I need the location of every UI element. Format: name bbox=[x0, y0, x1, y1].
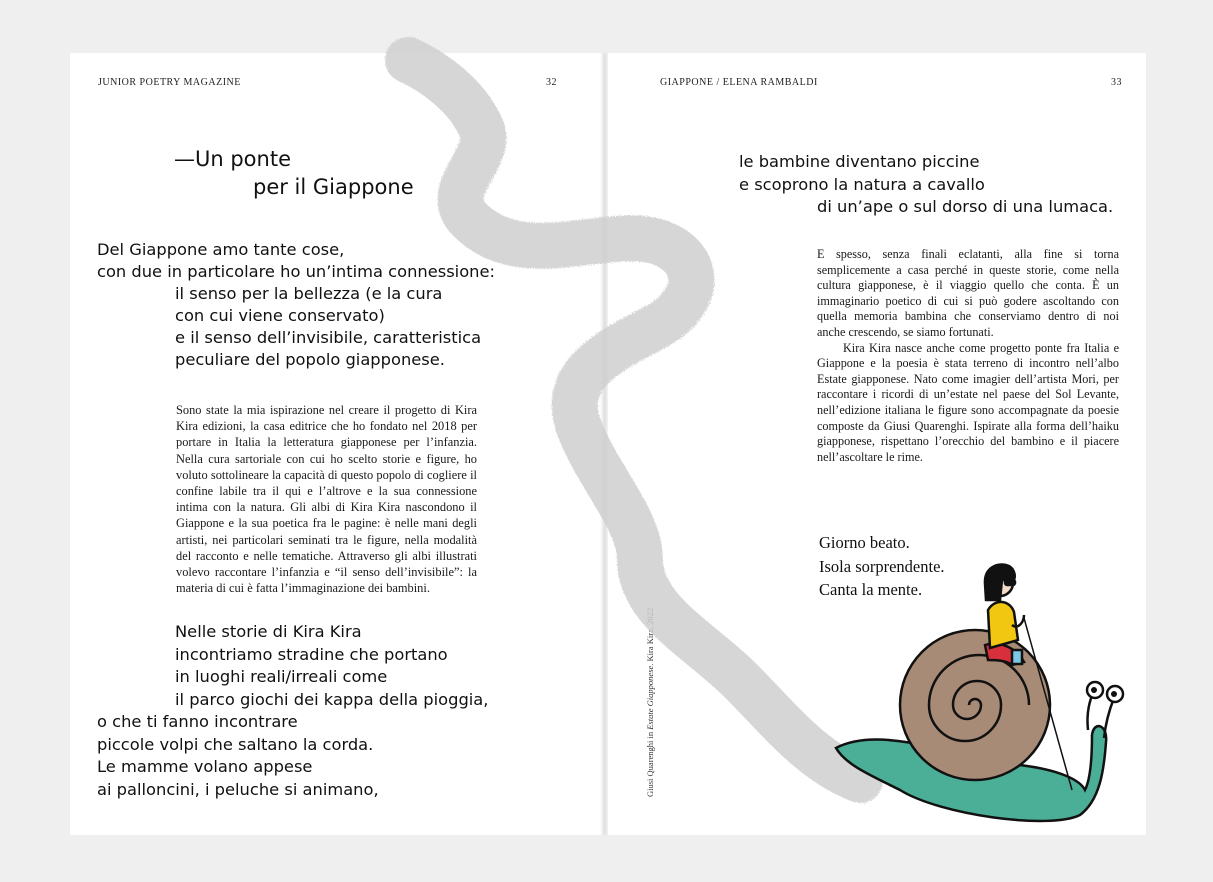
continuation-verse bbox=[739, 151, 1113, 219]
continuation-line: di un’ape o sul dorso di una lumaca. bbox=[817, 197, 1114, 216]
closing-line: Nelle storie di Kira Kira bbox=[175, 622, 362, 641]
intro-line: Del Giappone amo tante cose, bbox=[97, 240, 345, 259]
page-number-left: 32 bbox=[546, 77, 557, 88]
caption-title: Estate Giapponese bbox=[645, 665, 655, 730]
spine-gutter bbox=[600, 53, 608, 835]
continuation-line: le bambine diventano piccine bbox=[739, 152, 980, 171]
haiku-line: Canta la mente. bbox=[819, 580, 923, 599]
paragraph: Sono state la mia ispirazione nel creare il progetto di Kira Kira edizioni, la casa editrice che ho fondato nel 2018 per portare in Italia la letteratura giapponese per l’infanzia. Nella cura sartoriale con cui ho scelto storie e figure, ho voluto sottolineare la capacità di questo popolo di cogliere il confine labile tra il qui e l’altrove e la sua connessione intima con la natura. Gli albi di Kira Kira nascondono il Giappone e la sua poetica fra le pagine: è nelle mani degli artisti, nei particolari seminati tra le figure, nella modalità del racconto e nelle tematiche. Attraverso gli albi illustrati volevo raccontare l’infanzia e “il senso dell’invisibile”: la materia di cui è fatta l’immaginazione dei bambini. bbox=[176, 403, 477, 596]
paragraph: E spesso, senza finali eclatanti, alla fine si torna semplicemente a casa perché in queste storie, come nella cultura giapponese, è il viaggio quello che conta. È un immaginario poetico di cui si può godere ascoltando con quella memoria bambina che conserviamo dentro di noi anche crescendo, se siamo fortunati. bbox=[817, 247, 1119, 339]
closing-line: ai palloncini, i peluche si animano, bbox=[97, 779, 379, 799]
right-page bbox=[608, 53, 1146, 835]
closing-line: o che ti fanno incontrare bbox=[97, 712, 298, 731]
caption-publisher: . Kira Kira, 2022 bbox=[645, 607, 655, 666]
closing-line: piccole volpi che saltano la corda. bbox=[97, 734, 374, 754]
closing-verse bbox=[97, 621, 488, 801]
haiku-line: Isola sorprendente. bbox=[819, 556, 945, 576]
paragraph: Kira Kira nasce anche come progetto ponte fra Italia e Giappone e la poesia è stata terreno di incontro nell’albo Estate giapponese. Nato come imagier dell’artista Mori, per raccontare i ricordi di un’estate nel paese del Sol Levante, nell’edizione italiana le figure sono accompagnate da poesie composte da Giusi Quarenghi. Ispirate alla forma dell’haiku giapponese, rispettano l’orecchio del bambino e il piacere nell’ascoltare le rime. bbox=[817, 340, 1119, 464]
haiku-line: Giorno beato. bbox=[819, 533, 910, 552]
section-header: GIAPPONE / ELENA RAMBALDI bbox=[660, 77, 818, 88]
intro-verse bbox=[97, 239, 495, 371]
body-paragraphs-right bbox=[817, 247, 1119, 465]
closing-line: in luoghi reali/irreali come bbox=[175, 667, 388, 686]
article-title bbox=[174, 145, 414, 201]
caption-author: Giusi Quarenghi in bbox=[645, 729, 655, 797]
title-line-1: —Un ponte bbox=[174, 147, 291, 171]
title-line-2: per il Giappone bbox=[253, 175, 414, 199]
intro-line: e il senso dell’invisibile, caratteristica bbox=[175, 328, 482, 347]
body-paragraph-left bbox=[176, 402, 477, 596]
page-number-right: 33 bbox=[1111, 77, 1122, 88]
magazine-header: JUNIOR POETRY MAGAZINE bbox=[98, 77, 241, 88]
continuation-line: e scoprono la natura a cavallo bbox=[739, 174, 985, 194]
closing-line: Le mamme volano appese bbox=[97, 757, 313, 776]
intro-line: con cui viene conservato) bbox=[175, 306, 385, 325]
intro-line: peculiare del popolo giapponese. bbox=[175, 350, 445, 369]
closing-line: il parco giochi dei kappa della pioggia, bbox=[175, 689, 489, 709]
intro-line: il senso per la bellezza (e la cura bbox=[175, 284, 443, 303]
closing-line: incontriamo stradine che portano bbox=[175, 644, 448, 664]
haiku bbox=[819, 531, 945, 602]
intro-line: con due in particolare ho un’intima connessione: bbox=[97, 262, 495, 281]
left-page bbox=[70, 53, 606, 835]
image-caption bbox=[645, 608, 655, 797]
